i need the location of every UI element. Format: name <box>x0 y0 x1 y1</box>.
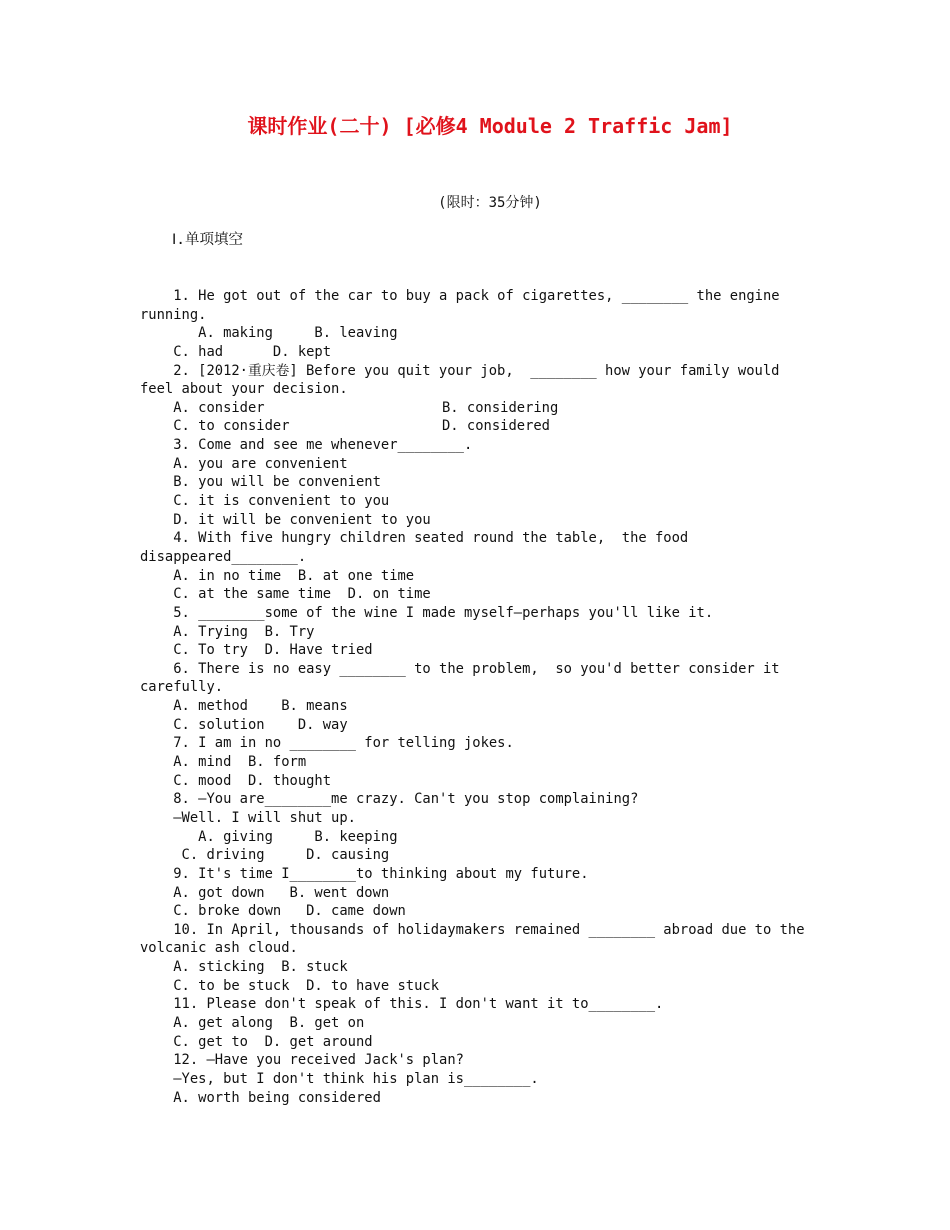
answer-options: C. mood D. thought <box>140 772 332 789</box>
question-item <box>140 436 820 529</box>
question-list <box>140 287 820 1107</box>
answer-options: A. method B. means <box>140 698 348 715</box>
question-item <box>140 921 820 996</box>
question-item <box>140 734 820 790</box>
time-limit: (限时：35分钟) <box>438 195 542 211</box>
answer-options: A. you are convenient <box>140 455 348 472</box>
question-item <box>140 529 820 604</box>
answer-options: C. at the same time D. on time <box>140 586 431 603</box>
page-title: 课时作业(二十) [必修4 Module 2 Traffic Jam] <box>247 114 733 138</box>
question-stem: 3. Come and see me whenever________. <box>140 437 473 454</box>
answer-options: C. To try D. Have tried <box>140 642 373 659</box>
answer-option: C. to consider <box>140 418 290 435</box>
question-item <box>140 604 820 660</box>
answer-options: A. giving B. keeping <box>140 828 398 845</box>
answer-options: A. got down B. went down <box>140 884 390 901</box>
question-item <box>140 865 820 921</box>
answer-options: C. driving D. causing <box>140 847 390 864</box>
answer-options: C. get to D. get around <box>140 1033 373 1050</box>
question-stem: disappeared________. <box>140 548 307 565</box>
question-stem: 11. Please don't speak of this. I don't want it to________. <box>140 996 664 1013</box>
question-stem: 10. In April, thousands of holidaymakers remained ________ abroad due to the <box>140 921 805 938</box>
question-item <box>140 995 820 1051</box>
question-stem: 12. —Have you received Jack's plan? <box>140 1052 464 1069</box>
section-heading: Ⅰ.单项填空 <box>172 232 244 248</box>
question-stem: running. <box>140 306 207 323</box>
question-item <box>140 790 820 865</box>
answer-options: A. in no time B. at one time <box>140 567 415 584</box>
answer-option: D. considered <box>442 418 550 435</box>
answer-options: A. get along B. get on <box>140 1014 365 1031</box>
question-stem: 2. [2012·重庆卷] Before you quit your job, ________ how your family would <box>140 362 780 379</box>
question-stem: volcanic ash cloud. <box>140 940 298 957</box>
answer-options: A. Trying B. Try <box>140 623 315 640</box>
question-stem: 5. ________some of the wine I made myself—perhaps you'll like it. <box>140 604 714 621</box>
answer-option: B. considering <box>442 399 559 416</box>
answer-options: B. you will be convenient <box>140 474 381 491</box>
answer-option: A. consider <box>140 399 265 416</box>
question-stem: 9. It's time I________to thinking about my future. <box>140 865 589 882</box>
answer-options: D. it will be convenient to you <box>140 511 431 528</box>
answer-options <box>140 417 820 436</box>
answer-options <box>140 399 820 418</box>
answer-options: C. broke down D. came down <box>140 903 406 920</box>
question-stem: 4. With five hungry children seated round the table, the food <box>140 530 689 547</box>
answer-options: C. it is convenient to you <box>140 493 390 510</box>
question-stem: —Well. I will shut up. <box>140 809 356 826</box>
question-stem: 1. He got out of the car to buy a pack of cigarettes, ________ the engine <box>140 288 780 304</box>
question-stem: carefully. <box>140 679 224 696</box>
question-stem: feel about your decision. <box>140 381 348 398</box>
answer-options: C. had D. kept <box>140 343 332 360</box>
answer-options: A. making B. leaving <box>140 325 398 342</box>
answer-options: A. mind B. form <box>140 754 307 771</box>
answer-options: A. sticking B. stuck <box>140 959 348 976</box>
question-item <box>140 660 820 735</box>
question-stem: —Yes, but I don't think his plan is________. <box>140 1070 539 1087</box>
answer-options: C. solution D. way <box>140 716 348 733</box>
answer-options: C. to be stuck D. to have stuck <box>140 977 440 994</box>
question-stem: 8. —You are________me crazy. Can't you stop complaining? <box>140 791 639 808</box>
question-item <box>140 1051 820 1107</box>
question-item <box>140 287 820 362</box>
answer-options: A. worth being considered <box>140 1089 381 1106</box>
question-stem: 7. I am in no ________ for telling jokes. <box>140 735 514 752</box>
question-stem: 6. There is no easy ________ to the problem, so you'd better consider it <box>140 660 780 677</box>
question-item <box>140 362 820 437</box>
